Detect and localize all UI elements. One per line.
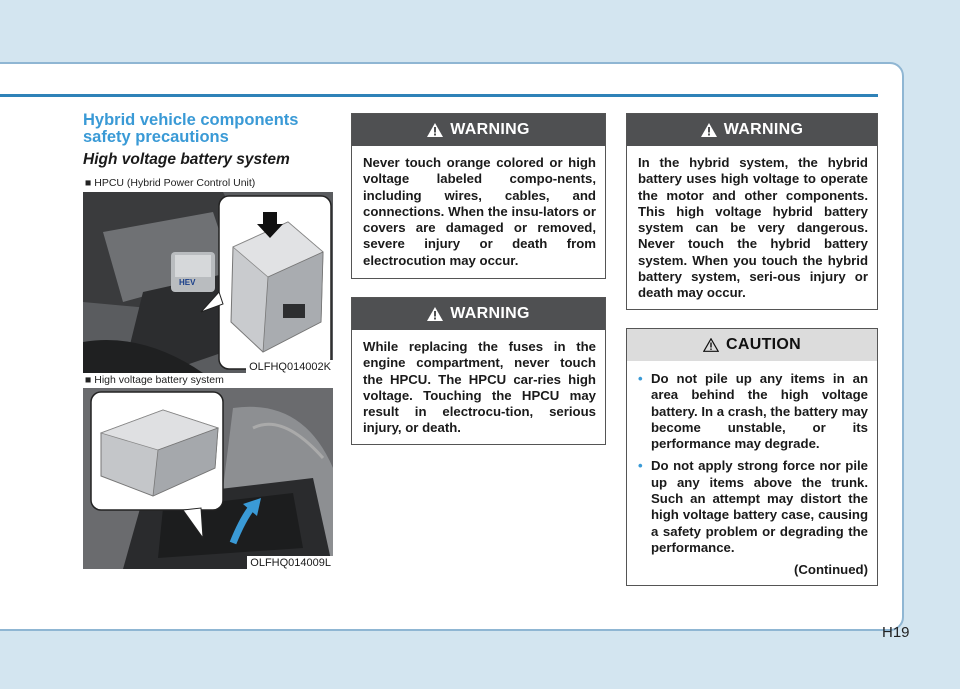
warning-header [627, 114, 877, 146]
hpcu-photo [83, 192, 333, 373]
warning-label: WARNING [450, 121, 530, 138]
warning-label: WARNING [450, 305, 530, 322]
bullet-icon: • [638, 458, 643, 474]
caution-header [627, 329, 877, 361]
warning-label: WARNING [723, 121, 804, 138]
section-title: Hybrid vehicle components safety precautions [83, 111, 299, 146]
battery-illustration [83, 388, 333, 569]
hpcu-illustration [83, 192, 333, 373]
bullet-icon: • [638, 371, 643, 386]
warning-triangle-icon [701, 123, 717, 137]
caution-body [627, 361, 877, 589]
warning-text: While replacing the fuses in the engine compartment, never touch the HPCU. The HPCU car-ries high voltage. Touching the HPCU may result in electrocu-tion, serious injury, or death. [363, 339, 596, 436]
hev-badge: HEV [179, 278, 196, 287]
section-subtitle: High voltage battery system [83, 151, 290, 168]
warning-text: Never touch orange colored or high voltage labeled compo-nents, including wires, cables, and connections. When the insu-lators or covers are damaged or removed, severe injury or death from electrocution may occur. [363, 155, 596, 268]
warning-box-orange-components [351, 113, 606, 279]
caution-triangle-icon [703, 338, 719, 352]
warning-text: In the hybrid system, the hybrid battery uses high voltage to operate the motor and other components. This high voltage hybrid battery system can be very dangerous. Never touch the hybrid battery system. When you touch the hybrid battery system, seri-ous injury or death may occur. [638, 155, 868, 301]
caution-item [638, 371, 868, 452]
caution-item [638, 458, 868, 556]
caution-box [626, 328, 878, 586]
battery-photo [83, 388, 333, 569]
warning-header [352, 114, 605, 146]
continued-note: (Continued) [794, 562, 868, 578]
page-number: H19 [882, 624, 910, 641]
warning-triangle-icon [427, 307, 443, 321]
warning-box-fuses [351, 297, 606, 445]
figure-code-hpcu: OLFHQ014002K [246, 360, 333, 373]
header-rule [0, 94, 878, 97]
figure-caption-hpcu: ■ HPCU (Hybrid Power Control Unit) [85, 177, 256, 189]
caution-item-text: Do not apply strong force nor pile up any items above the trunk. Such an attempt may distort the high voltage battery case, causing a safety problem or degrading the performance. [651, 458, 868, 555]
warning-box-hybrid-battery [626, 113, 878, 310]
figure-code-battery: OLFHQ014009L [247, 556, 333, 569]
caution-label: CAUTION [726, 336, 801, 353]
figure-caption-battery: ■ High voltage battery system [85, 374, 224, 386]
warning-header [352, 298, 605, 330]
warning-triangle-icon [427, 123, 443, 137]
caution-item-text: Do not pile up any items in an area behind the high voltage battery. In a crash, the battery may become unstable, or its performance may degrade. [651, 371, 868, 452]
